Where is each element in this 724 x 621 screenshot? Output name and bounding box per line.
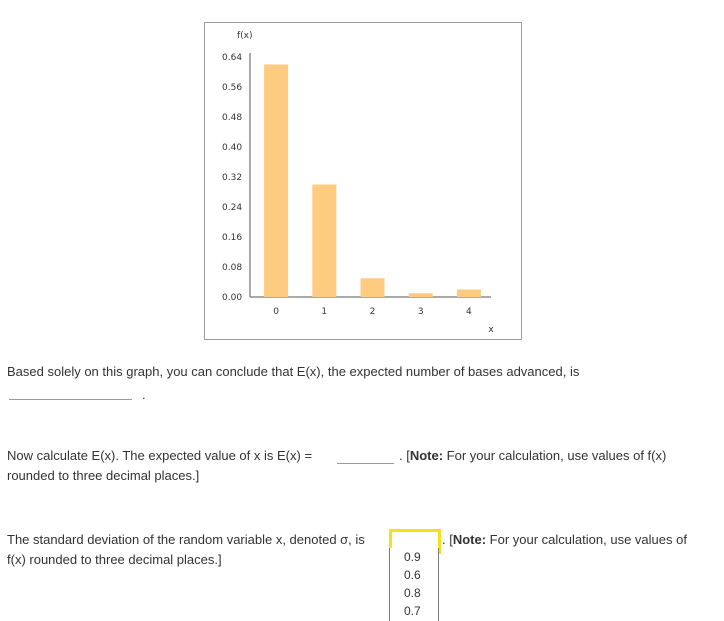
y-axis-label: f(x) xyxy=(237,31,253,41)
bar xyxy=(457,290,481,298)
x-tick-label: 2 xyxy=(369,307,376,317)
question-expected-from-graph: Based solely on this graph, you can conclude that E(x), the expected number of bases advanced, is xyxy=(7,364,580,379)
question-calculate-expected: Now calculate E(x). The expected value of x is E(x) = xyxy=(7,448,313,463)
y-tick-label: 0.00 xyxy=(222,293,243,303)
expected-note-continued: rounded to three decimal places.] xyxy=(7,468,200,483)
note-prefix: . [ xyxy=(442,532,453,547)
option-item[interactable]: 0.6 xyxy=(404,568,421,582)
standard-deviation-options-list xyxy=(389,548,439,621)
sd-note-continued: f(x) rounded to three decimal places.] xyxy=(7,552,222,567)
chart-svg xyxy=(205,23,523,341)
expected-value-dropdown[interactable] xyxy=(337,462,394,464)
expected-from-graph-dropdown[interactable] xyxy=(9,398,132,400)
y-tick-label: 0.48 xyxy=(222,113,243,123)
question-period: . xyxy=(142,387,146,402)
sd-note xyxy=(442,532,687,548)
option-item[interactable]: 0.7 xyxy=(404,604,421,618)
y-tick-label: 0.64 xyxy=(222,53,243,63)
question-standard-deviation: The standard deviation of the random variable x, denoted σ, is xyxy=(7,532,365,547)
y-tick-label: 0.40 xyxy=(222,143,243,153)
y-tick-label: 0.32 xyxy=(222,173,243,183)
x-tick-label: 4 xyxy=(466,307,472,317)
x-axis-label: x xyxy=(488,325,494,335)
y-tick-label: 0.24 xyxy=(222,203,243,213)
bar xyxy=(409,293,433,297)
note-prefix: . [ xyxy=(399,448,410,463)
expected-note xyxy=(399,448,666,464)
x-tick-label: 0 xyxy=(273,307,279,317)
y-tick-label: 0.56 xyxy=(222,83,243,93)
y-tick-label: 0.08 xyxy=(222,263,243,273)
note-text: For your calculation, use values of xyxy=(486,532,687,547)
bar xyxy=(312,185,336,298)
note-label: Note: xyxy=(409,448,444,463)
y-tick-label: 0.16 xyxy=(222,233,243,243)
bar xyxy=(361,278,385,297)
x-tick-label: 1 xyxy=(321,307,328,317)
option-item[interactable]: 0.9 xyxy=(404,550,421,564)
bar-chart xyxy=(204,22,522,340)
option-item[interactable]: 0.8 xyxy=(404,586,421,600)
note-label: Note: xyxy=(452,532,487,547)
bar xyxy=(264,65,288,298)
x-tick-label: 3 xyxy=(417,307,424,317)
note-text: For your calculation, use values of f(x) xyxy=(443,448,667,463)
